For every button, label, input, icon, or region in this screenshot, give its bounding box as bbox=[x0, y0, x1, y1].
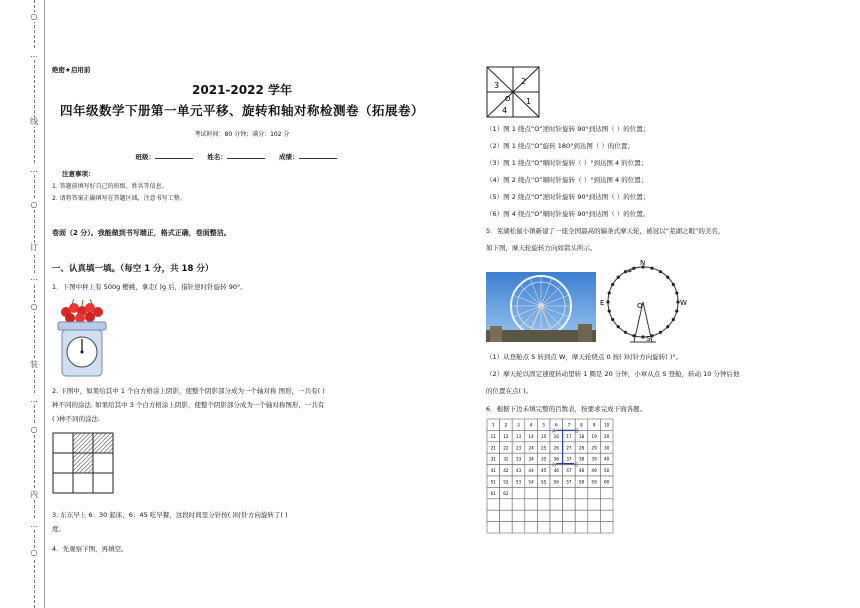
hundred-number: 43 bbox=[515, 468, 522, 474]
gondola-dot bbox=[675, 309, 678, 312]
margin-glyph: … bbox=[30, 50, 38, 59]
hundred-cell bbox=[588, 487, 601, 498]
hundred-cell bbox=[588, 499, 601, 510]
hundred-cell bbox=[600, 510, 613, 521]
question-3-line-1: 3. 东东早上 6：30 起床，6：45 吃早餐，这段时间里分针按( )时针方向旋转了( ) bbox=[52, 511, 288, 519]
hundred-number: 21 bbox=[490, 445, 496, 451]
hundred-number: 12 bbox=[503, 433, 509, 439]
hundred-cell bbox=[588, 510, 601, 521]
hundred-number: 16 bbox=[553, 433, 559, 439]
margin-glyph: … bbox=[30, 165, 38, 174]
hundred-number: 52 bbox=[503, 479, 509, 485]
gondola-dot bbox=[624, 331, 627, 334]
highlight-label-a: A bbox=[552, 428, 556, 435]
hundred-cell bbox=[525, 499, 538, 510]
q6-text: 6．根据下边未填完整的百数表，按要求完成下面各题。 bbox=[486, 405, 647, 413]
left-column bbox=[52, 60, 432, 556]
gondola-dot bbox=[659, 331, 662, 334]
hundred-number: 26 bbox=[553, 445, 559, 451]
margin-glyph: 订 bbox=[30, 243, 38, 252]
hundred-number: 45 bbox=[541, 468, 547, 474]
highlight-label-b: B bbox=[575, 428, 579, 435]
gondola-dot bbox=[672, 283, 675, 286]
hundred-cell bbox=[563, 522, 576, 533]
hundred-cell bbox=[600, 487, 613, 498]
hundred-cell bbox=[550, 510, 563, 521]
hundred-number: 30 bbox=[604, 445, 610, 451]
highlight-label-d: D bbox=[552, 462, 557, 469]
hundred-number: 49 bbox=[591, 468, 597, 474]
hundred-number: 7 bbox=[567, 422, 571, 428]
student-fields bbox=[52, 152, 432, 161]
hundred-number: 27 bbox=[566, 445, 572, 451]
hundred-cell bbox=[563, 487, 576, 498]
hundred-cell bbox=[563, 510, 576, 521]
pinwheel-label-o: O bbox=[505, 95, 511, 103]
hundred-number: 20 bbox=[604, 433, 610, 439]
question-3-line-2: 度。 bbox=[52, 525, 65, 533]
hundred-number: 48 bbox=[578, 468, 585, 474]
hundred-cell bbox=[512, 510, 525, 521]
cherries-icon bbox=[61, 299, 103, 323]
gondola-dot bbox=[659, 270, 662, 273]
hundred-number: 53 bbox=[515, 479, 522, 485]
hundred-cell bbox=[537, 522, 550, 533]
hundred-number: 36 bbox=[553, 456, 559, 462]
hundred-number: 39 bbox=[591, 456, 597, 462]
q5-line-1: 5．芜湖松鼠小镇新建了一座全国最高的辐条式摩天轮，被冠以“芜湖之眼”的美名， bbox=[486, 227, 725, 235]
gondola-dot bbox=[617, 325, 620, 328]
hundred-number: 62 bbox=[503, 490, 509, 496]
q4-item-4: （4）图 2 绕点“O”顺时针旋转（ ）°到达图 4 的位置； bbox=[486, 176, 648, 184]
class-label: 班级： bbox=[135, 153, 155, 161]
hundred-cell bbox=[537, 510, 550, 521]
gondola-dot bbox=[650, 267, 653, 270]
hundred-cell bbox=[537, 487, 550, 498]
gondola-dot bbox=[611, 283, 614, 286]
hundred-number: 4 bbox=[529, 422, 533, 428]
hundred-number: 2 bbox=[504, 422, 508, 428]
margin-glyph: … bbox=[30, 395, 38, 404]
q4-item-1: （1）图 1 绕点“O”逆时针旋转 90°到达图（ ）的位置； bbox=[486, 125, 650, 133]
q5-sub-2-line-1: （2）摩天轮以固定速度转动里转 1 圈是 20 分钟，小章从点 S 登舱，转动 10 分钟后他 bbox=[486, 370, 740, 378]
hundred-cell bbox=[575, 522, 588, 533]
exam-info: 考试时间：80 分钟；满分：102 分 bbox=[194, 131, 290, 138]
q4-item-6: （6）图 4 绕点“O”顺时针旋转 90°到达图（ ）的位置。 bbox=[486, 210, 650, 218]
pinwheel-figure bbox=[486, 66, 540, 122]
margin-glyph: 内 bbox=[30, 490, 38, 499]
name-field[interactable] bbox=[227, 158, 265, 159]
margin-glyph: … bbox=[30, 273, 38, 282]
hundred-number: 57 bbox=[566, 479, 572, 485]
hundred-cell bbox=[550, 522, 563, 533]
q4-item-5: （5）图 2 绕点“O”逆时针旋转 90°到达图（ ）的位置； bbox=[486, 193, 650, 201]
question-2-line-1: 2. 下图中，如果给其中 1 个白方格涂上阴影，使整个阴影部分成为一个轴对称 图形，一共有( ) bbox=[52, 387, 325, 395]
wheel-label-n: N bbox=[640, 259, 646, 267]
hundred-number: 32 bbox=[503, 456, 509, 462]
hundred-number: 59 bbox=[591, 479, 597, 485]
wheel-label-w: W bbox=[680, 299, 687, 307]
class-field[interactable] bbox=[155, 158, 193, 159]
hundred-number: 18 bbox=[578, 433, 585, 439]
hundred-cell bbox=[537, 499, 550, 510]
hundred-number: 29 bbox=[591, 445, 597, 451]
hundred-number: 51 bbox=[490, 479, 496, 485]
hundred-number: 37 bbox=[566, 456, 572, 462]
gondola-dot bbox=[608, 309, 611, 312]
gondola-dot bbox=[611, 318, 614, 321]
hundred-number: 54 bbox=[528, 479, 534, 485]
hundred-number: 17 bbox=[566, 433, 572, 439]
hundred-cell bbox=[487, 522, 500, 533]
wheel-label-o: O bbox=[637, 302, 643, 310]
hundred-cell bbox=[500, 510, 513, 521]
hundred-cell bbox=[512, 499, 525, 510]
hundred-number: 55 bbox=[541, 479, 547, 485]
margin-glyph: ○ bbox=[30, 548, 38, 557]
question-2-line-3: ( )种不同的涂法. bbox=[52, 415, 101, 423]
hundred-number: 44 bbox=[528, 468, 534, 474]
pinwheel-label-3: 3 bbox=[494, 81, 500, 90]
hundred-number: 24 bbox=[528, 445, 534, 451]
hundred-cell bbox=[550, 499, 563, 510]
hundred-number: 34 bbox=[528, 456, 534, 462]
gondola-dot bbox=[608, 291, 611, 294]
hundred-number: 31 bbox=[490, 456, 496, 462]
scale-figure bbox=[52, 298, 112, 378]
section-1-heading: 一、认真填一填。（每空 1 分，共 18 分） bbox=[52, 264, 214, 274]
margin-border bbox=[44, 0, 45, 608]
page-title: 四年级数学下册第一单元平移、旋转和轴对称检测卷（拓展卷） bbox=[59, 103, 424, 118]
score-label: 成绩： bbox=[279, 153, 299, 161]
hundred-cell bbox=[487, 510, 500, 521]
hundred-number: 13 bbox=[515, 433, 522, 439]
hundred-number: 10 bbox=[604, 422, 610, 428]
notice-heading: 注意事项： bbox=[62, 170, 95, 178]
q4-item-2: （2）图 1 绕点“O”旋转 180°到达图（ ）的位置； bbox=[486, 142, 634, 150]
wheel-label-e: E bbox=[600, 299, 605, 307]
hundred-number: 58 bbox=[578, 479, 585, 485]
hundred-cell bbox=[563, 499, 576, 510]
hundred-number: 28 bbox=[578, 445, 585, 451]
binding-margin bbox=[0, 0, 44, 608]
q5-sub-2-line-2: 的位置在点( )。 bbox=[486, 387, 533, 395]
hundred-cell bbox=[525, 522, 538, 533]
hundred-number: 3 bbox=[517, 422, 520, 428]
gondola-dot bbox=[641, 335, 644, 338]
margin-glyph: ○ bbox=[30, 302, 38, 311]
margin-glyph: 装 bbox=[30, 360, 38, 369]
hundred-number: 35 bbox=[541, 456, 547, 462]
question-4: 4．先观察下图，再填空。 bbox=[52, 545, 128, 553]
ferris-wheel-diagram bbox=[598, 258, 688, 350]
handwriting-note: 卷面（2 分）。我能做到书写端正，格式正确，卷面整洁。 bbox=[52, 229, 231, 237]
hundred-number: 46 bbox=[553, 468, 559, 474]
hundred-cell bbox=[512, 522, 525, 533]
wheel-label-s: S bbox=[646, 335, 651, 343]
name-label: 姓名： bbox=[207, 153, 227, 161]
pinwheel-label-2: 2 bbox=[521, 77, 527, 86]
pinwheel-label-4: 4 bbox=[502, 106, 508, 115]
hundred-cell bbox=[512, 487, 525, 498]
gondola-dot bbox=[617, 276, 620, 279]
shading-grid bbox=[52, 432, 432, 498]
hundred-number: 14 bbox=[528, 433, 534, 439]
hundred-number: 41 bbox=[490, 468, 496, 474]
hundred-cell bbox=[550, 487, 563, 498]
hundred-number: 50 bbox=[604, 468, 610, 474]
hundred-number: 5 bbox=[542, 422, 546, 428]
hundred-number: 19 bbox=[591, 433, 597, 439]
gondola-dot bbox=[624, 270, 627, 273]
q5-sub-1: （1）从登舱点 S 转到点 W，摩天轮绕点 0 按( )时针方向旋转( )°。 bbox=[486, 353, 683, 361]
margin-glyph: ○ bbox=[30, 12, 38, 21]
hundred-number: 42 bbox=[503, 468, 509, 474]
hundred-cell bbox=[500, 522, 513, 533]
hundred-number: 56 bbox=[553, 479, 559, 485]
hundred-number: 47 bbox=[566, 468, 572, 474]
notice-item-1: 1. 答题前填写好自己的班级、姓名等信息。 bbox=[52, 183, 168, 190]
question-2-line-2: 种不同的涂法. 如果给其中 3 个白方格涂上阴影，使整个阴影部分成为一个轴对称图形，一共有 bbox=[52, 401, 325, 409]
hundred-number: 23 bbox=[515, 445, 522, 451]
gondola-dot bbox=[672, 318, 675, 321]
hundred-cell bbox=[600, 522, 613, 533]
hundred-number: 40 bbox=[604, 456, 610, 462]
hundred-number: 22 bbox=[503, 445, 509, 451]
hundred-number: 25 bbox=[541, 445, 547, 451]
margin-glyph: … bbox=[30, 520, 38, 529]
score-field[interactable] bbox=[299, 158, 337, 159]
hundred-number: 61 bbox=[490, 490, 496, 496]
hundred-number: 6 bbox=[554, 422, 558, 428]
q4-item-3: （3）图 1 绕点“O”顺时针旋转（ ）°到达图 4 的位置； bbox=[486, 159, 648, 167]
hundred-number: 9 bbox=[592, 422, 596, 428]
hundred-number: 33 bbox=[515, 456, 522, 462]
gondola-dot bbox=[666, 325, 669, 328]
gondola-dot bbox=[675, 291, 678, 294]
question-1: 1．下图中秤上有 500g 樱桃，拿走( )g 后，指针逆时针旋转 90°。 bbox=[52, 283, 247, 291]
highlight-label-c: C bbox=[575, 462, 579, 469]
hundred-cell bbox=[525, 510, 538, 521]
gondola-dot bbox=[606, 300, 609, 303]
hundred-number: 60 bbox=[604, 479, 610, 485]
hundred-number: 1 bbox=[491, 422, 495, 428]
ferris-wheel-photo bbox=[486, 272, 596, 342]
hundred-cell bbox=[575, 499, 588, 510]
hundred-cell bbox=[575, 510, 588, 521]
q5-line-2: 如下图，摩天轮旋转方向如箭头所示。 bbox=[486, 244, 597, 252]
margin-glyph: 线 bbox=[30, 117, 38, 126]
hundred-cell bbox=[588, 522, 601, 533]
hundred-cell bbox=[487, 499, 500, 510]
margin-glyph: ○ bbox=[30, 200, 38, 209]
notice-item-2: 2. 请将答案正确填写在答题区域，注意书写工整。 bbox=[52, 195, 186, 202]
hundred-number: 11 bbox=[490, 433, 496, 439]
pinwheel-label-1: 1 bbox=[526, 97, 532, 106]
hundred-number: 15 bbox=[541, 433, 547, 439]
margin-glyph: ○ bbox=[30, 425, 38, 434]
hundred-number: 8 bbox=[580, 422, 583, 428]
hundred-cell bbox=[575, 487, 588, 498]
hundred-cell bbox=[600, 499, 613, 510]
hundred-cell bbox=[525, 487, 538, 498]
hundred-number: 38 bbox=[578, 456, 585, 462]
hundred-chart bbox=[486, 418, 616, 540]
gondola-dot bbox=[666, 276, 669, 279]
school-year: 2021-2022 学年 bbox=[192, 83, 292, 97]
hundred-cell bbox=[500, 499, 513, 510]
secret-label: 绝密★启用前 bbox=[52, 66, 91, 74]
